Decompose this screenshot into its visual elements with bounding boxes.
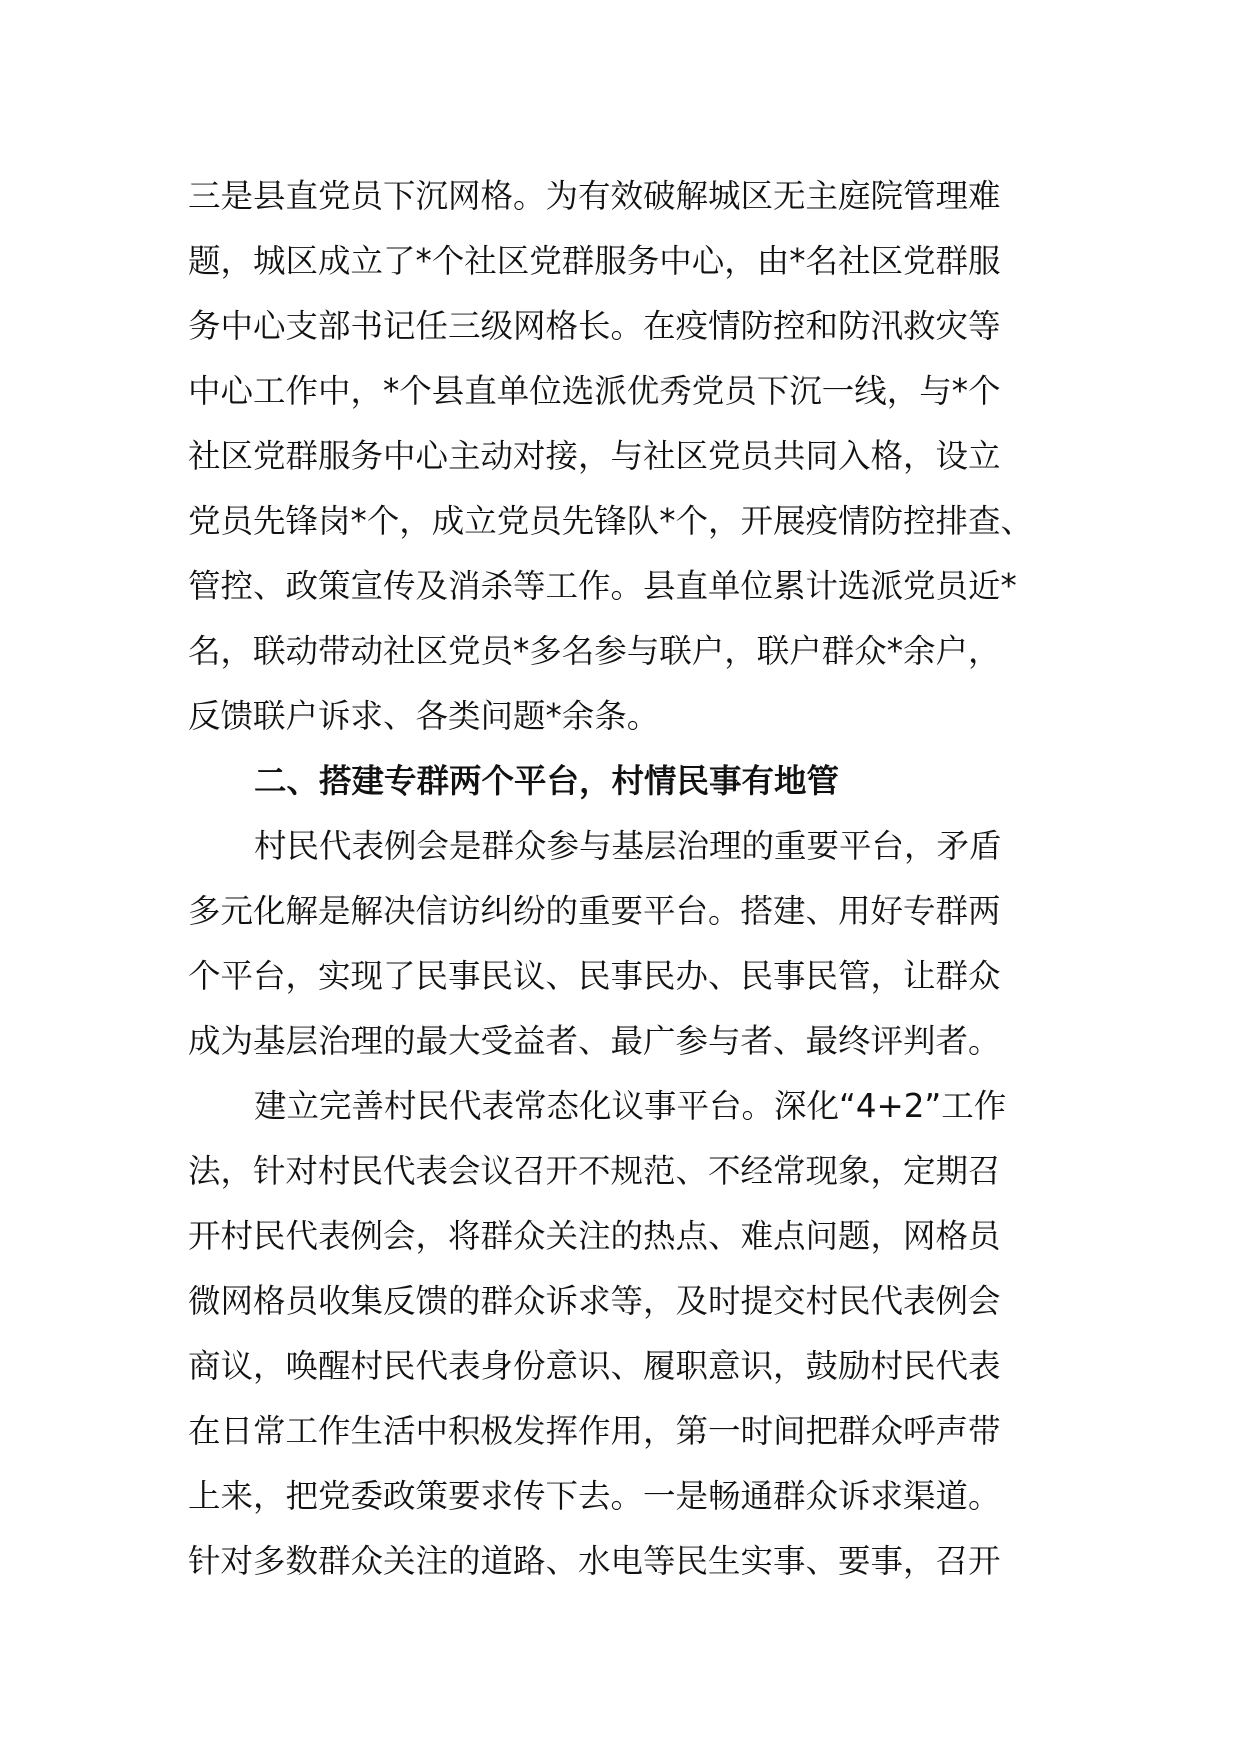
paragraph-line: 商议，唤醒村民代表身份意识、履职意识，鼓励村民代表 bbox=[188, 1347, 1001, 1385]
paragraph-line: 务中心支部书记任三级网格长。在疫情防控和防汛救灾等 bbox=[188, 307, 1001, 345]
paragraph-line: 成为基层治理的最大受益者、最广参与者、最终评判者。 bbox=[188, 1022, 1001, 1060]
paragraph-line: 个平台，实现了民事民议、民事民办、民事民管，让群众 bbox=[188, 957, 1001, 995]
paragraph-line: 开村民代表例会，将群众关注的热点、难点问题，网格员 bbox=[188, 1217, 1001, 1255]
paragraph-line: 针对多数群众关注的道路、水电等民生实事、要事，召开 bbox=[188, 1542, 1001, 1580]
paragraph-line: 管控、政策宣传及消杀等工作。县直单位累计选派党员近* bbox=[188, 567, 1017, 605]
paragraph-line: 建立完善村民代表常态化议事平台。深化“4+2”工作 bbox=[254, 1087, 1007, 1125]
paragraph-line: 村民代表例会是群众参与基层治理的重要平台，矛盾 bbox=[254, 827, 1002, 865]
paragraph-line: 在日常工作生活中积极发挥作用，第一时间把群众呼声带 bbox=[188, 1412, 1001, 1450]
paragraph-line: 名，联动带动社区党员*多名参与联户，联户群众*余户， bbox=[188, 632, 1001, 670]
paragraph-line: 中心工作中，*个县直单位选派优秀党员下沉一线，与*个 bbox=[188, 372, 1001, 410]
paragraph-line: 法，针对村民代表会议召开不规范、不经常现象，定期召 bbox=[188, 1152, 1001, 1190]
paragraph-line: 三是县直党员下沉网格。为有效破解城区无主庭院管理难 bbox=[188, 177, 1001, 215]
paragraph-line: 微网格员收集反馈的群众诉求等，及时提交村民代表例会 bbox=[188, 1282, 1001, 1320]
paragraph-line: 题，城区成立了*个社区党群服务中心，由*名社区党群服 bbox=[188, 242, 1001, 280]
section-heading: 二、搭建专群两个平台，村情民事有地管 bbox=[254, 762, 840, 800]
paragraph-line: 多元化解是解决信访纠纷的重要平台。搭建、用好专群两 bbox=[188, 892, 1001, 930]
paragraph-line: 上来，把党委政策要求传下去。一是畅通群众诉求渠道。 bbox=[188, 1477, 1001, 1515]
document-body bbox=[188, 164, 1058, 1594]
paragraph-line: 社区党群服务中心主动对接，与社区党员共同入格，设立 bbox=[188, 437, 1001, 475]
paragraph-line: 党员先锋岗*个，成立党员先锋队*个，开展疫情防控排查、 bbox=[188, 502, 1034, 540]
paragraph-line: 反馈联户诉求、各类问题*余条。 bbox=[188, 697, 660, 735]
